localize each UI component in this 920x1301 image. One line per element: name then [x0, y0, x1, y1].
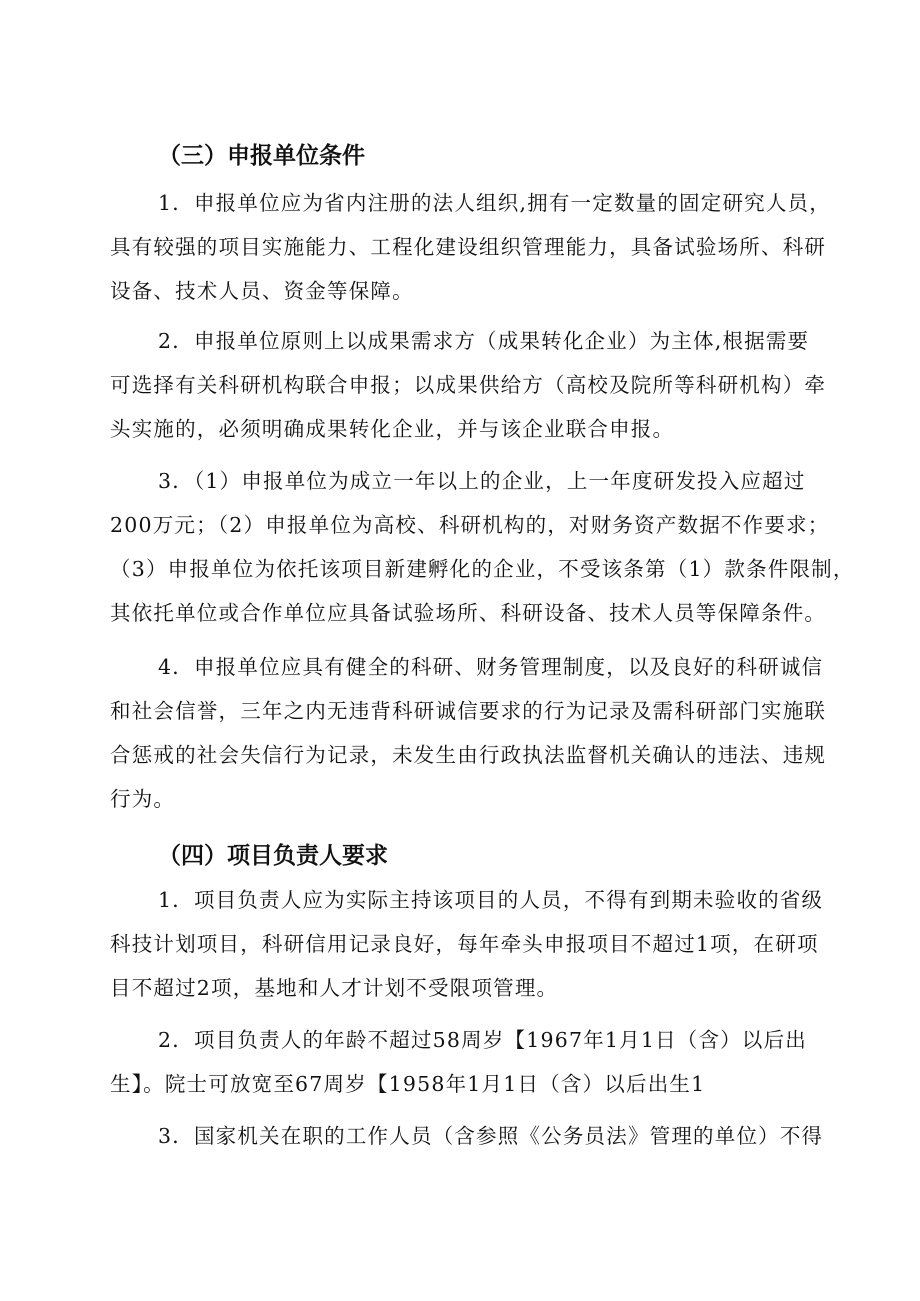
section-4-item-2 — [110, 1018, 815, 1106]
text-line: 200万元；（2）申报单位为高校、科研机构的，对财务资产数据不作要求； — [110, 513, 830, 537]
text-line: 4．申报单位应具有健全的科研、财务管理制度，以及良好的科研诚信 — [158, 655, 824, 679]
text-line: 可选择有关科研机构联合申报；以成果供给方（高校及院所等科研机构）牵 — [110, 373, 827, 397]
text-line: 设备、技术人员、资金等保障。 — [110, 279, 414, 303]
text-line: 2．项目负责人的年龄不超过58周岁【1967年1月1日（含）以后出 — [158, 1028, 807, 1052]
text-line: 1．申报单位应为省内注册的法人组织,拥有一定数量的固定研究人员， — [158, 191, 831, 215]
text-line: 和社会信誉，三年之内无违背科研诚信要求的行为记录及需科研部门实施联 — [110, 699, 827, 723]
text-line: 3．（1）申报单位为成立一年以上的企业，上一年度研发投入应超过 — [158, 469, 806, 493]
section-3-item-4 — [110, 645, 827, 821]
section-4-item-1 — [110, 878, 824, 1010]
text-line: （3）申报单位为依托该项目新建孵化的企业，不受该条第（1）款条件限制， — [110, 557, 855, 581]
text-line: 行为。 — [110, 787, 176, 811]
text-line: 生】。院士可放宽至67周岁【1958年1月1日（含）以后出生1 — [110, 1072, 706, 1096]
text-line: 其依托单位或合作单位应具备试验场所、科研设备、技术人员等保障条件。 — [110, 601, 827, 625]
section-3-item-2 — [110, 319, 827, 451]
text-line: 具有较强的项目实施能力、工程化建设组织管理能力，具备试验场所、科研 — [110, 235, 827, 259]
text-line: 3．国家机关在职的工作人员（含参照《公务员法》管理的单位）不得 — [158, 1124, 824, 1148]
text-line: 目不超过2项，基地和人才计划不受限项管理。 — [110, 976, 559, 1000]
section-4-item-3 — [110, 1114, 824, 1158]
section-3-item-1 — [110, 181, 831, 313]
section-3-heading: （三）申报单位条件 — [158, 143, 365, 169]
text-line: 2．申报单位原则上以成果需求方（成果转化企业）为主体,根据需要 — [158, 329, 810, 353]
text-line: 头实施的，必须明确成果转化企业，并与该企业联合申报。 — [110, 417, 675, 441]
text-line: 1．项目负责人应为实际主持该项目的人员，不得有到期未验收的省级 — [158, 888, 824, 912]
section-4-heading: （四）项目负责人要求 — [158, 843, 388, 869]
section-3-item-3 — [110, 459, 855, 635]
text-line: 合惩戒的社会失信行为记录，未发生由行政执法监督机关确认的违法、违规 — [110, 743, 827, 767]
text-line: 科技计划项目，科研信用记录良好，每年牵头申报项目不超过1项，在研项 — [110, 932, 819, 956]
